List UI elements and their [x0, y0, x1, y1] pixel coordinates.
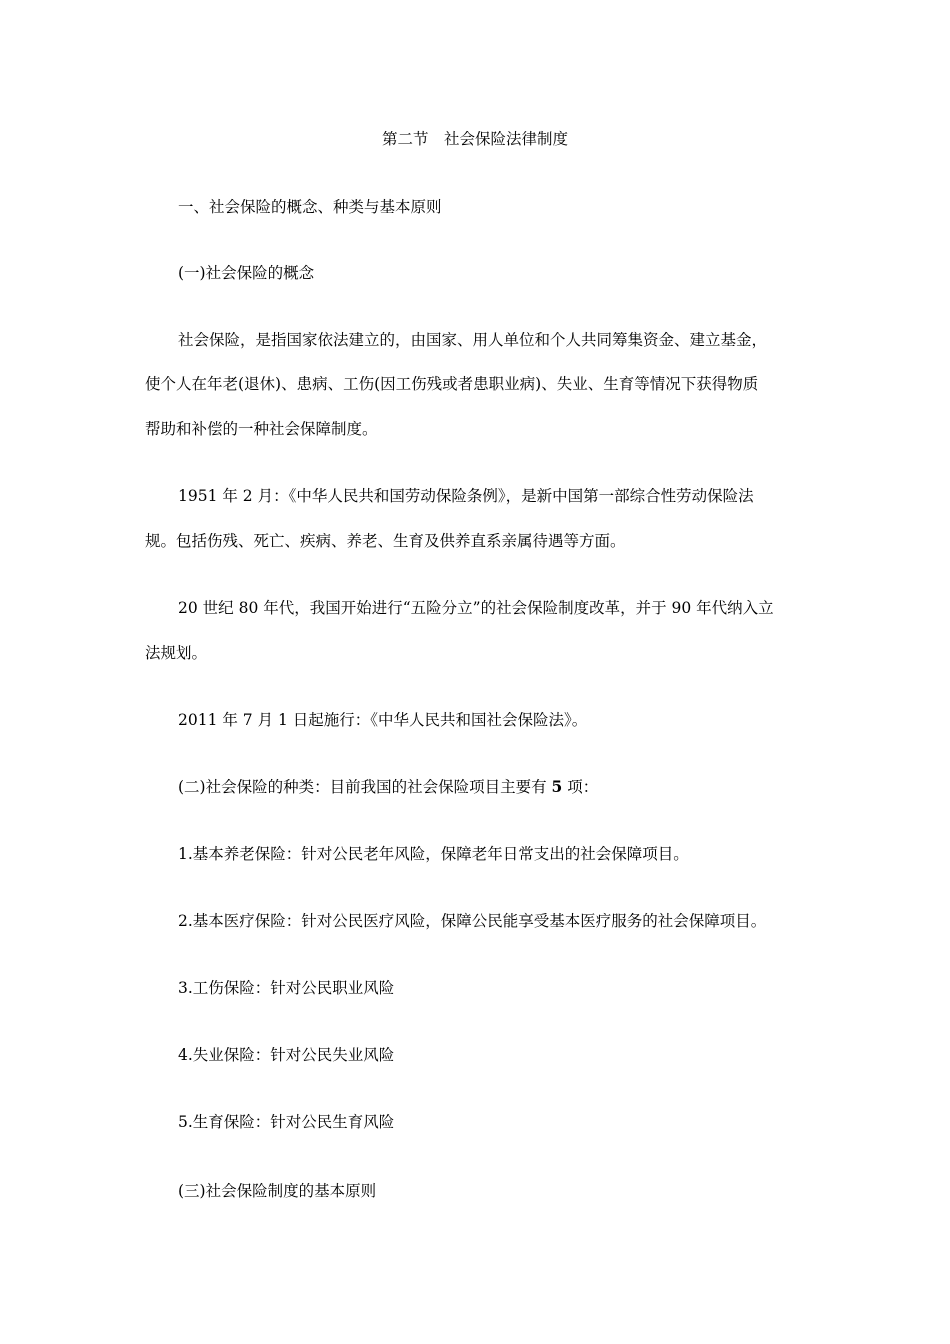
subheading-concept: (一)社会保险的概念	[178, 264, 315, 282]
history-1951-line-2: 规。包括伤残、死亡、疾病、养老、生育及供养直系亲属待遇等方面。	[145, 532, 626, 550]
history-2011: 2011 年 7 月 1 日起施行：《中华人民共和国社会保险法》。	[178, 711, 588, 729]
subheading-types	[178, 776, 598, 798]
definition-line-3: 帮助和补偿的一种社会保障制度。	[145, 420, 378, 438]
history-1980s-line-1: 20 世纪 80 年代，我国开始进行“五险分立”的社会保险制度改革，并于 90 年代纳入立	[178, 599, 774, 617]
heading-concept-types-principles: 一、社会保险的概念、种类与基本原则	[178, 198, 442, 216]
list-item-pension: 1.基本养老保险：针对公民老年风险，保障老年日常支出的社会保障项目。	[178, 845, 689, 863]
subheading-types-count: 5	[551, 777, 563, 796]
list-item-unemployment: 4.失业保险：针对公民失业风险	[178, 1046, 395, 1064]
subheading-principles: (三)社会保险制度的基本原则	[178, 1182, 377, 1200]
list-item-maternity: 5.生育保险：针对公民生育风险	[178, 1113, 395, 1131]
list-item-injury: 3.工伤保险：针对公民职业风险	[178, 979, 395, 997]
list-item-medical: 2.基本医疗保险：针对公民医疗风险，保障公民能享受基本医疗服务的社会保障项目。	[178, 912, 767, 930]
section-title: 第二节 社会保险法律制度	[381, 130, 568, 148]
definition-line-1: 社会保险，是指国家依法建立的，由国家、用人单位和个人共同筹集资金、建立基金，	[178, 331, 768, 349]
history-1951-line-1: 1951 年 2 月：《中华人民共和国劳动保险条例》，是新中国第一部综合性劳动保险法	[178, 487, 754, 505]
history-1980s-line-2: 法规划。	[145, 644, 208, 662]
definition-line-2: 使个人在年老(退休)、患病、工伤(因工伤残或者患职业病)、失业、生育等情况下获得物质	[145, 375, 759, 393]
subheading-types-prefix: (二)社会保险的种类：目前我国的社会保险项目主要有	[178, 778, 552, 796]
subheading-types-suffix: 项：	[562, 778, 599, 796]
